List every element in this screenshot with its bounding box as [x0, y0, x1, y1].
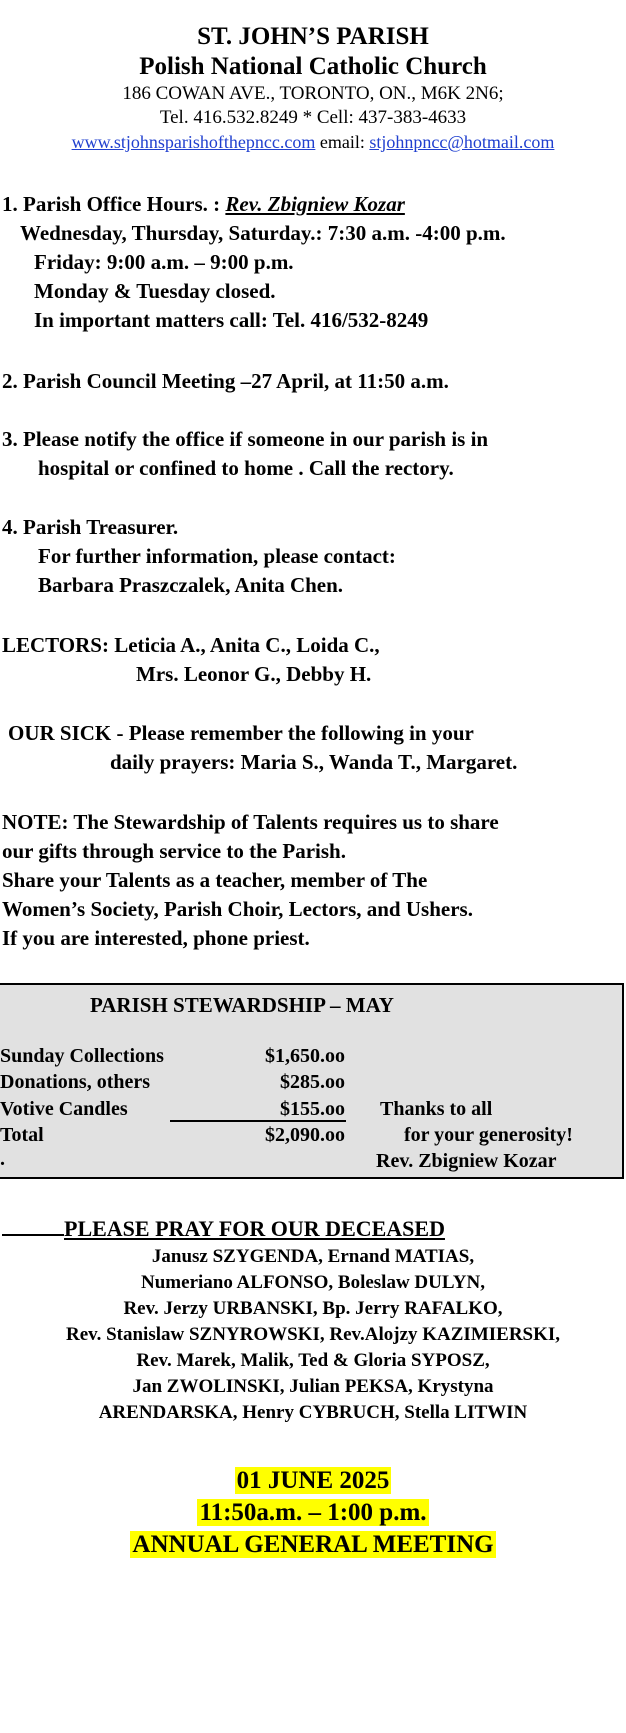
treasurer-line: 4. Parish Treasurer.: [2, 515, 179, 539]
office-hours-line: In important matters call: Tel. 416/532-8249: [34, 308, 429, 332]
council-meeting-text: 2. Parish Council Meeting –27 April, at 11:50 a.m.: [2, 369, 449, 393]
note-line: Share your Talents as a teacher, member of The: [2, 868, 428, 892]
stewardship-row-label: Donations, others: [0, 1071, 151, 1093]
parish-phones: Tel. 416.532.8249 * Cell: 437-383-4633: [159, 107, 467, 128]
church-name: Polish National Catholic Church: [139, 53, 487, 80]
deceased-title-text: PLEASE PRAY FOR OUR DECEASED: [64, 1216, 445, 1241]
agm-title: ANNUAL GENERAL MEETING: [132, 1531, 494, 1558]
deceased-line: Janusz SZYGENDA, Ernand MATIAS,: [151, 1246, 475, 1267]
lectors-line: LECTORS: Leticia A., Anita C., Loida C.,: [2, 633, 380, 657]
office-hours-line: Friday: 9:00 a.m. – 9:00 p.m.: [34, 250, 294, 274]
deceased-section: [0, 1214, 626, 1426]
treasurer-section: [2, 513, 624, 600]
deceased-line: ARENDARSKA, Henry CYBRUCH, Stella LITWIN: [98, 1402, 528, 1423]
title-underline-lead: [2, 1234, 64, 1236]
deceased-line: Numeriano ALFONSO, Boleslaw DULYN,: [141, 1272, 485, 1293]
sick-section: [2, 719, 624, 777]
sick-line: daily prayers: Maria S., Wanda T., Margaret.: [110, 750, 518, 774]
stewardship-row-amount: $1,650.oo: [265, 1045, 345, 1067]
stewardship-row-label: Votive Candles: [0, 1098, 128, 1120]
office-hours-heading: [2, 190, 624, 219]
office-hours-line: Wednesday, Thursday, Saturday.: 7:30 a.m. -4:00 p.m.: [20, 221, 506, 245]
thanks-line: Thanks to all: [380, 1098, 493, 1120]
deceased-line: Jan ZWOLINSKI, Julian PEKSA, Krystyna: [132, 1376, 494, 1397]
email-label: email:: [315, 132, 370, 152]
lectors-line: Mrs. Leonor G., Debby H.: [136, 662, 372, 686]
deceased-line: Rev. Stanislaw SZNYROWSKI, Rev.Alojzy KAZIMIERSKI,: [65, 1324, 561, 1345]
notify-line: hospital or confined to home . Call the rectory.: [38, 456, 454, 480]
parish-address: 186 COWAN AVE., TORONTO, ON., M6K 2N6;: [122, 83, 504, 104]
lectors-section: [2, 631, 624, 689]
bulletin-header: [0, 22, 626, 154]
office-hours-line: Monday & Tuesday closed.: [34, 279, 276, 303]
office-priest: Rev. Zbigniew Kozar: [225, 192, 405, 216]
office-hours-label: 1. Parish Office Hours. :: [2, 192, 226, 216]
stewardship-dot: .: [0, 1148, 5, 1170]
stewardship-box: [0, 983, 624, 1179]
note-line: our gifts through service to the Parish.: [2, 839, 346, 863]
deceased-line: Rev. Jerzy URBANSKI, Bp. Jerry RAFALKO,: [123, 1298, 503, 1319]
contact-line: [0, 130, 626, 154]
note-line: If you are interested, phone priest.: [2, 926, 310, 950]
treasurer-line: Barbara Praszczalek, Anita Chen.: [38, 573, 344, 597]
agm-date: 01 JUNE 2025: [236, 1467, 390, 1494]
notify-section: [2, 425, 624, 483]
deceased-line: Rev. Marek, Malik, Ted & Gloria SYPOSZ,: [136, 1350, 490, 1371]
agm-time: 11:50a.m. – 1:00 p.m.: [199, 1499, 427, 1526]
agm-announcement: [0, 1465, 626, 1561]
office-hours-section: [2, 190, 624, 335]
sick-line: OUR SICK - Please remember the following in your: [8, 721, 474, 745]
stewardship-title: PARISH STEWARDSHIP – MAY: [90, 993, 394, 1017]
stewardship-row-label: Sunday Collections: [0, 1045, 164, 1067]
parish-name: ST. JOHN’S PARISH: [197, 23, 429, 50]
stewardship-row-amount: $155.oo: [280, 1098, 345, 1120]
stewardship-note-section: [2, 808, 624, 953]
notify-line: 3. Please notify the office if someone in our parish is in: [2, 427, 489, 451]
thanks-line: for your generosity!: [404, 1124, 573, 1146]
stewardship-row-label: Total: [0, 1124, 44, 1146]
treasurer-line: For further information, please contact:: [38, 544, 396, 568]
website-link[interactable]: www.stjohnsparishofthepncc.com: [71, 132, 316, 152]
stewardship-row-amount: $285.oo: [280, 1071, 345, 1093]
note-line: Women’s Society, Parish Choir, Lectors, and Ushers.: [2, 897, 473, 921]
stewardship-total-amount: $2,090.oo: [265, 1124, 345, 1146]
note-line: NOTE: The Stewardship of Talents requires us to share: [2, 810, 499, 834]
email-link[interactable]: stjohnpncc@hotmail.com: [369, 132, 555, 152]
stewardship-signature: Rev. Zbigniew Kozar: [376, 1150, 557, 1172]
deceased-title: [0, 1214, 626, 1244]
council-meeting-section: [2, 367, 624, 396]
